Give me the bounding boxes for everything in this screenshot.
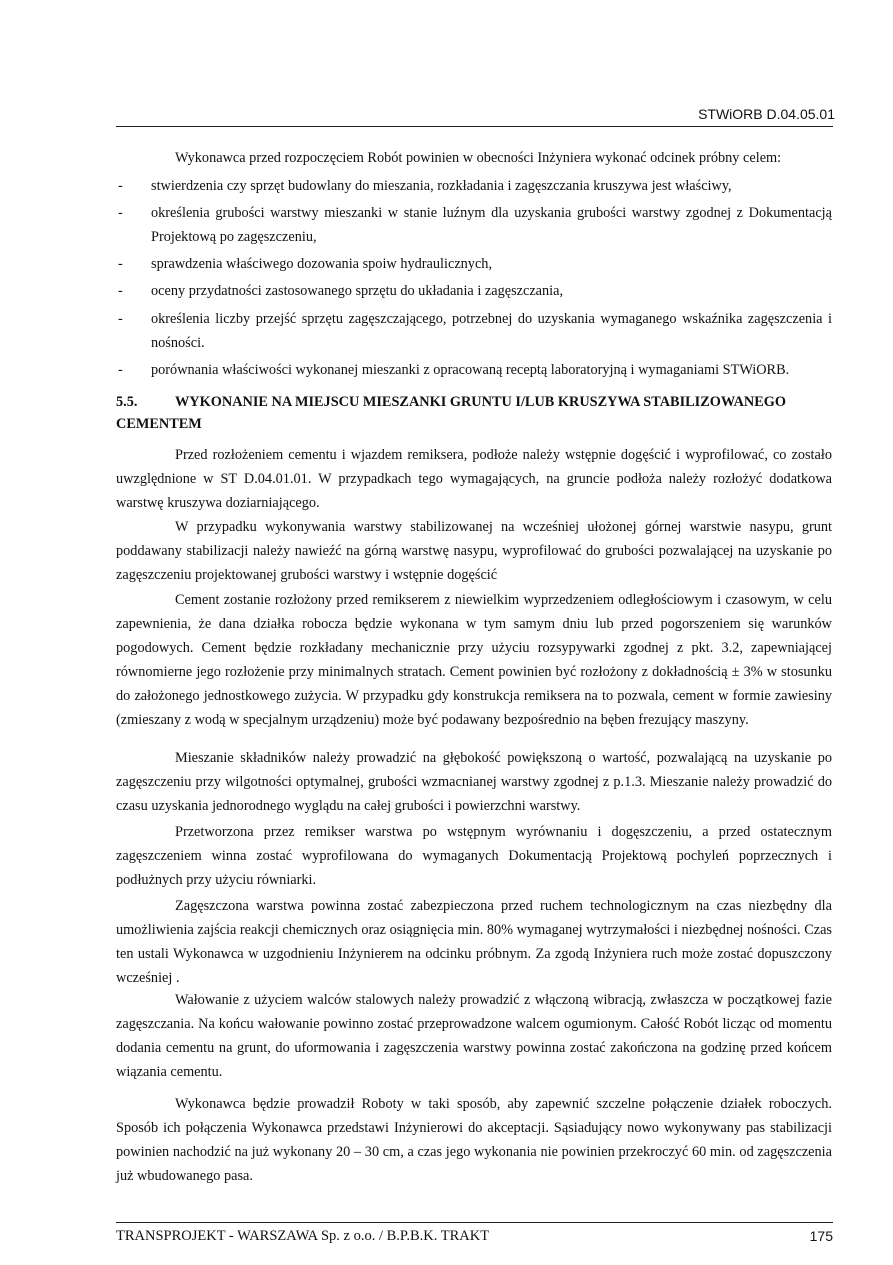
footer-rule	[116, 1222, 833, 1223]
list-item: - określenia grubości warstwy mieszanki w stanie luźnym dla uzyskania grubości warstwy zgodnej z Dokumentacją Projektową po zagęszczeniu,	[116, 201, 832, 249]
list-item-text: sprawdzenia właściwego dozowania spoiw hydraulicznych,	[151, 256, 493, 272]
section-number: 5.5.	[116, 394, 138, 410]
list-item-text: porównania właściwości wykonanej mieszanki z opracowaną receptą laboratoryjną i wymaganiami STWiORB.	[151, 362, 790, 378]
header-rule	[116, 126, 833, 127]
paragraph: Mieszanie składników należy prowadzić na głębokość powiększoną o wartość, pozwalającą na uzyskanie po zagęszczeniu przy wilgotności optymalnej, grubości wzmacnianej warstwy zgodnej z p.1.3. Mieszanie należy prowadzić do czasu uzyskania jednorodnego wyglądu na całej grubości i powierzchni warstwy.	[116, 750, 832, 814]
document-code: STWiORB D.04.05.01	[698, 106, 835, 122]
paragraph: W przypadku wykonywania warstwy stabilizowanej na wcześniej ułożonej górnej warstwie nasypu, grunt poddawany stabilizacji należy nawieźć na górną warstwę nasypu, wyprofilować do grubości pozwalającej na uzyskanie po zagęszczeniu projektowanej grubości warstwy i wstępnie dogęścić	[116, 519, 832, 583]
list-item-text: określenia grubości warstwy mieszanki w stanie luźnym dla uzyskania grubości warstwy zgodnej z Dokumentacją Projektową po zagęszczeniu,	[151, 205, 832, 245]
page-number: 175	[809, 1228, 833, 1244]
list-item: - stwierdzenia czy sprzęt budowlany do mieszania, rozkładania i zagęszczania kruszywa jest właściwy,	[116, 174, 832, 198]
list-item-text: określenia liczby przejść sprzętu zagęszczającego, potrzebnej do uzyskania wymaganego wskaźnika zagęszczenia i nośności.	[151, 311, 832, 351]
paragraph: Przed rozłożeniem cementu i wjazdem remiksera, podłoże należy wstępnie dogęścić i wyprofilować, co zostało uwzględnione w ST D.04.01.01. W przypadkach tego wymagających, na gruncie podłoża należy rozłożyć dodatkowa warstwę kruszywa doziarniającego.	[116, 447, 832, 511]
section-heading	[116, 391, 832, 435]
paragraph: Przetworzona przez remikser warstwa po wstępnym wyrównaniu i dogęszczeniu, a przed ostatecznym zagęszczeniem winna zostać wyprofilowana do wymaganych Dokumentacją Projektową pochyleń poprzecznych i podłużnych przy użyciu równiarki.	[116, 824, 832, 888]
intro-paragraph: Wykonawca przed rozpoczęciem Robót powinien w obecności Inżyniera wykonać odcinek próbny celem:	[175, 150, 782, 166]
paragraph: Wykonawca będzie prowadził Roboty w taki sposób, aby zapewnić szczelne połączenie działek roboczych. Sposób ich połączenia Wykonawca przedstawi Inżynierowi do akceptacji. Sąsiadujący nowo wykonywany pas stabilizacji powinien nachodzić na już wykonany 20 – 30 cm, a czas jego wykonania nie powinien przekroczyć 60 min. od zagęszczenia już wbudowanego pasa.	[116, 1096, 832, 1184]
footer-company: TRANSPROJEKT - WARSZAWA Sp. z o.o. / B.P.B.K. TRAKT	[116, 1228, 490, 1244]
section-title: WYKONANIE NA MIEJSCU MIESZANKI GRUNTU I/LUB KRUSZYWA STABILIZOWANEGO CEMENTEM	[116, 394, 787, 432]
list-item: - oceny przydatności zastosowanego sprzętu do układania i zagęszczania,	[116, 279, 832, 303]
paragraph: Zagęszczona warstwa powinna zostać zabezpieczona przed ruchem technologicznym na czas niezbędny dla umożliwienia zajścia reakcji chemicznych oraz osiągnięcia min. 80% wymaganej wytrzymałości i niezbędnej nośności. Czas ten ustali Wykonawca w uzgodnieniu Inżynierem na odcinku próbnym. Za zgodą Inżyniera ruch może zostać dopuszczony wcześniej .	[116, 898, 832, 986]
list-item: - sprawdzenia właściwego dozowania spoiw hydraulicznych,	[116, 252, 832, 276]
paragraph: Wałowanie z użyciem walców stalowych należy prowadzić z włączoną wibracją, zwłaszcza w początkowej fazie zagęszczania. Na końcu wałowanie powinno zostać przeprowadzone walcem ogumionym. Całość Robót licząc od momentu dodania cementu na grunt, do uformowania i zagęszczenia warstwy powinna zostać zakończona na godzinę przed końcem wiązania cementu.	[116, 992, 832, 1080]
list-item: - określenia liczby przejść sprzętu zagęszczającego, potrzebnej do uzyskania wymaganego wskaźnika zagęszczenia i nośności.	[116, 307, 832, 355]
list-item-text: oceny przydatności zastosowanego sprzętu do układania i zagęszczania,	[151, 283, 564, 299]
list-item: - porównania właściwości wykonanej mieszanki z opracowaną receptą laboratoryjną i wymaganiami STWiORB.	[116, 358, 832, 382]
list-item-text: stwierdzenia czy sprzęt budowlany do mieszania, rozkładania i zagęszczania kruszywa jest właściwy,	[151, 178, 732, 194]
paragraph: Cement zostanie rozłożony przed remikserem z niewielkim wyprzedzeniem odległościowym i czasowym, w celu zapewnienia, że dana działka robocza będzie wykonana w tym samym dniu lub przed pogorszeniem się warunków pogodowych. Cement będzie rozkładany mechanicznie przy użyciu rozsypywarki zgodnej z pkt. 3.2, zapewniającej równomierne jego rozłożenie przy minimalnych stratach. Cement powinien być rozłożony z dokładnością ± 3% w stosunku do założonego jednostkowego zużycia. W przypadku gdy konstrukcja remiksera na to pozwala, cement w formie zawiesiny (zmieszany z wodą w specjalnym urządzeniu) może być podawany bezpośrednio na bęben frezujący maszyny.	[116, 592, 832, 728]
